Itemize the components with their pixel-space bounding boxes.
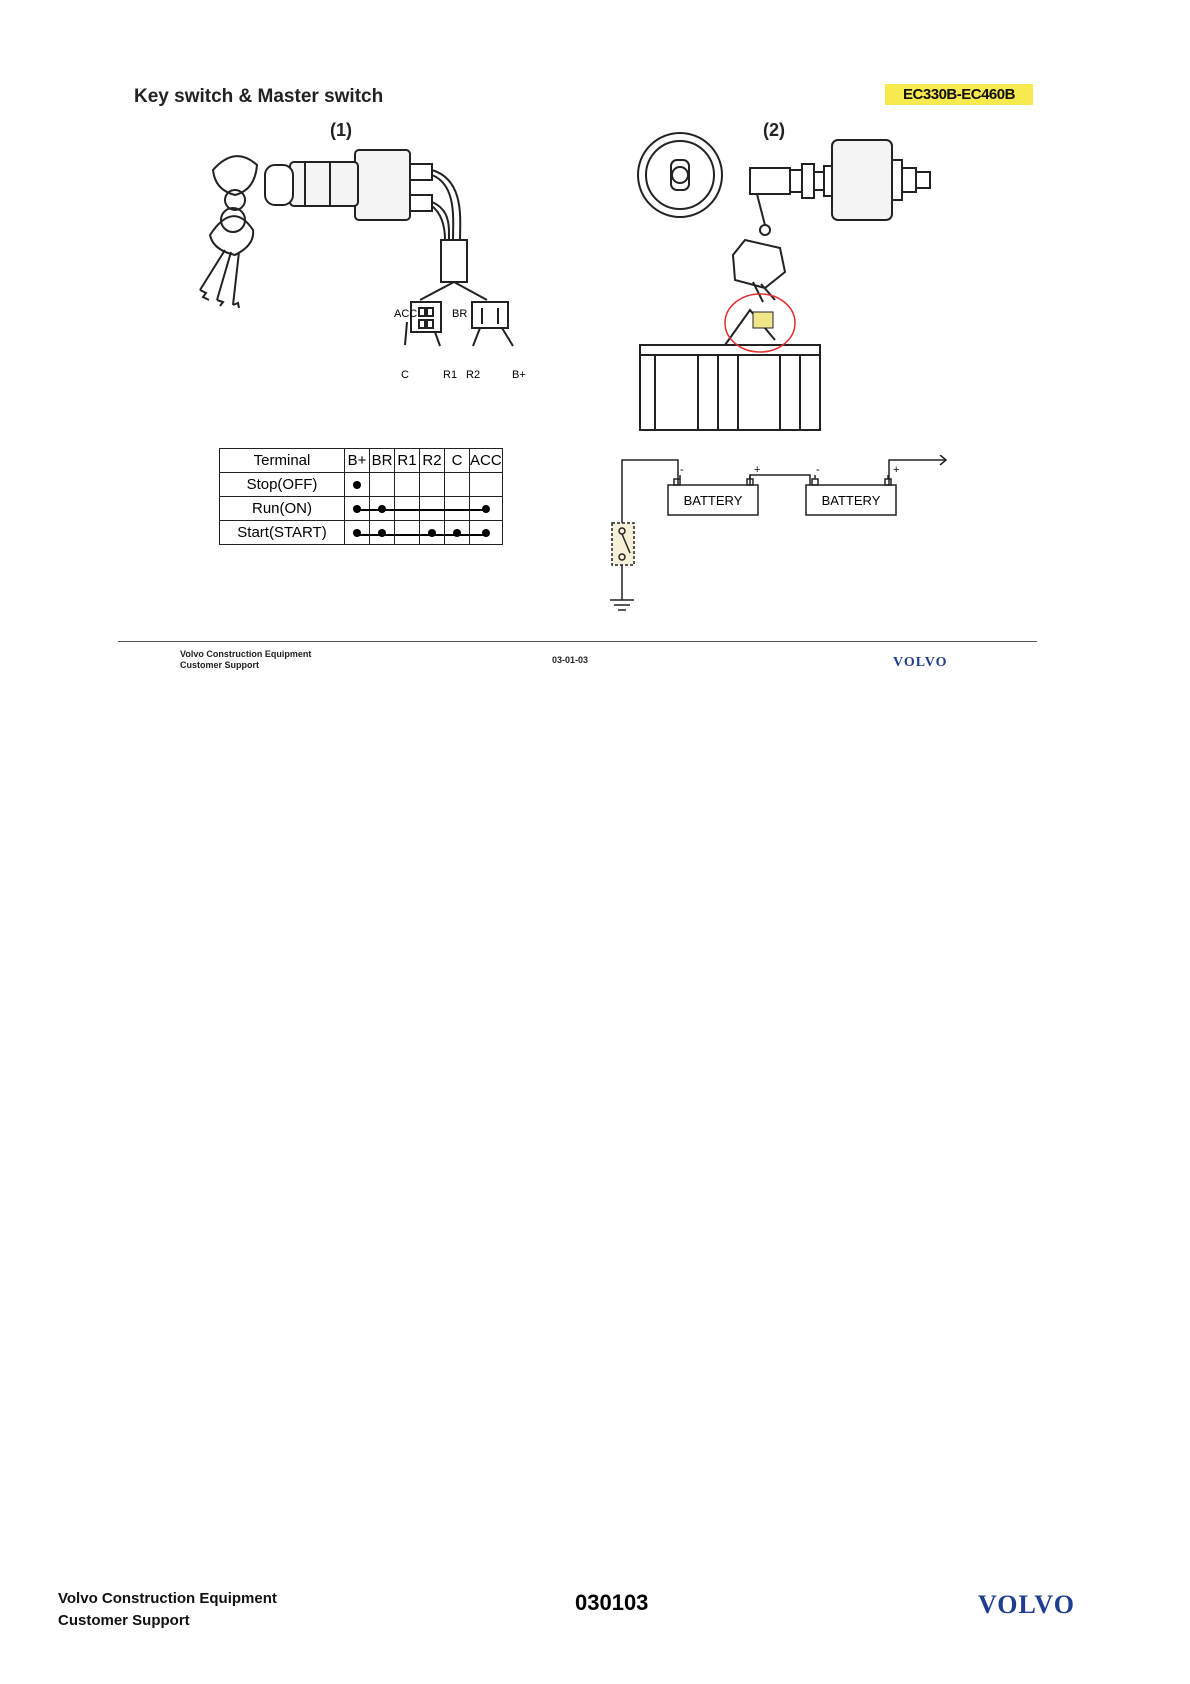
footer-small-code: 03-01-03: [552, 655, 589, 665]
row-label-stop: Stop(OFF): [220, 473, 345, 497]
label-r1: R1: [443, 369, 458, 381]
label-acc: ACC: [394, 308, 418, 320]
label-br: BR: [452, 308, 468, 320]
footer-small-company-line2: Customer Support: [180, 660, 260, 670]
footer-divider: [118, 641, 1037, 642]
row-label-start: Start(START): [220, 521, 345, 545]
table-col-header: BR: [370, 449, 395, 473]
footer-volvo-logo: VOLVO: [978, 1590, 1075, 1619]
table-col-header: R2: [420, 449, 445, 473]
footer-company-line1: Volvo Construction Equipment: [58, 1590, 277, 1607]
battery-1-label: BATTERY: [683, 493, 743, 508]
footer-company-line2: Customer Support: [58, 1612, 190, 1629]
battery-1-minus: -: [680, 464, 684, 476]
footer-small-volvo-logo: VOLVO: [893, 655, 948, 670]
master-switch-illustration: [635, 130, 965, 440]
battery-2-plus: +: [893, 464, 900, 476]
row-label-run: Run(ON): [220, 497, 345, 521]
table-col-header: C: [445, 449, 470, 473]
table-col-header: B+: [345, 449, 370, 473]
battery-1-plus: +: [754, 464, 761, 476]
figure-1-label: (1): [330, 120, 352, 140]
battery-circuit-diagram: [600, 455, 960, 625]
footer-page-code: 030103: [575, 1590, 649, 1615]
label-c: C: [401, 369, 409, 381]
page-title: Key switch & Master switch: [134, 86, 384, 107]
battery-2-minus: -: [816, 464, 820, 476]
table-col-header: ACC: [470, 449, 503, 473]
connection-lines: [219, 448, 499, 550]
figure-2-label: (2): [763, 120, 785, 140]
battery-2-label: BATTERY: [821, 493, 881, 508]
label-r2: R2: [466, 369, 481, 381]
key-switch-illustration: [195, 140, 555, 390]
model-badge: EC330B-EC460B: [885, 84, 1033, 105]
table-col-header: R1: [395, 449, 420, 473]
table-header-terminal: Terminal: [220, 449, 345, 473]
footer-small-company-line1: Volvo Construction Equipment: [180, 649, 312, 659]
footer-small-company: [180, 649, 311, 671]
label-bplus: B+: [512, 369, 526, 381]
footer-company: [58, 1588, 277, 1632]
